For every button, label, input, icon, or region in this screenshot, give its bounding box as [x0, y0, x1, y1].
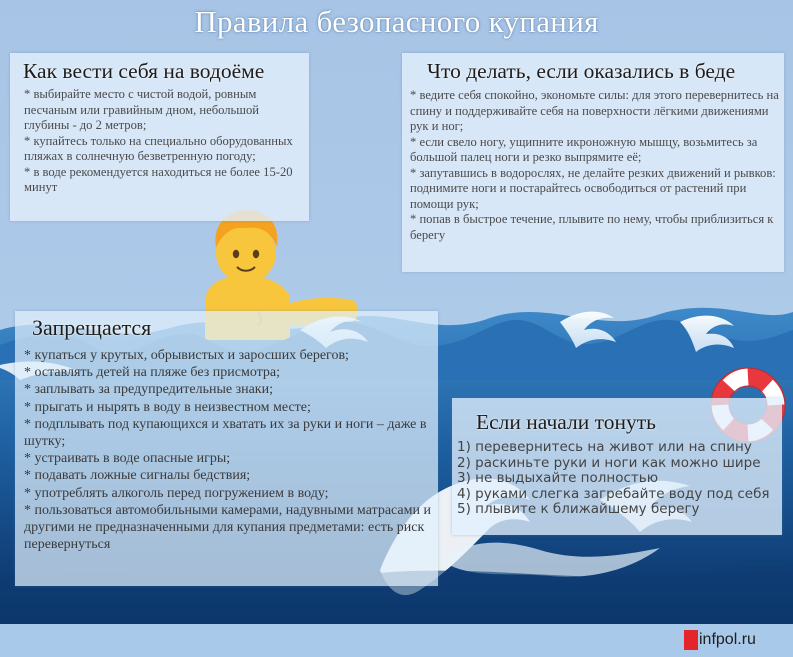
- list-item: * подавать ложные сигналы бедствия;: [24, 468, 251, 484]
- list-item: * если свело ногу, ущипните икроножную мышцу, возьмитесь за большой палец ноги и резко выпрямите её;: [410, 134, 758, 164]
- list-item: * ведите себя спокойно, экономьте силы: для этого перевернитесь на спину и поддерживайте себя на поверхности лёгкими движениями рук и ног;: [410, 88, 779, 133]
- footer-strip: [0, 624, 793, 657]
- list-item: * употреблять алкоголь перед погружением в воду;: [24, 485, 329, 501]
- step-item: 2) раскиньте руки и ноги как можно шире: [457, 454, 761, 471]
- trouble-list: [410, 88, 782, 243]
- infpol-logo-icon: [684, 630, 698, 650]
- forbidden-heading: Запрещается: [32, 315, 152, 340]
- conduct-heading: Как вести себя на водоёме: [23, 59, 265, 83]
- list-item: * прыгать и нырять в воду в неизвестном месте;: [24, 399, 311, 415]
- conduct-panel: [10, 53, 309, 221]
- trouble-heading: Что делать, если оказались в беде: [427, 59, 736, 83]
- drowning-panel: [452, 398, 782, 535]
- list-item: * купаться у крутых, обрывистых и заросших берегов;: [24, 348, 349, 363]
- list-item: * оставлять детей на пляже без присмотра;: [24, 365, 281, 381]
- step-item: 5) плывите к ближайшему берегу: [457, 501, 700, 518]
- brand-logo: [684, 628, 756, 652]
- list-item: * устраивать в воде опасные игры;: [24, 451, 231, 467]
- list-item: * купайтесь только на специально оборудованных пляжах в солнечную безветренную погоду;: [24, 133, 293, 163]
- step-item: 4) руками слегка загребайте воду под себя: [457, 485, 770, 502]
- trouble-panel: [402, 53, 784, 272]
- drowning-steps: [457, 440, 770, 518]
- forbidden-panel: [15, 311, 438, 586]
- drowning-heading: Если начали тонуть: [476, 410, 656, 434]
- list-item: * пользоваться автомобильными камерами, надувными матрасами и другими не предназначенными для купания предметами: есть риск перевернуться: [24, 502, 431, 553]
- list-item: * подплывать под купающихся и хватать их за руки и ноги – даже в шутку;: [24, 416, 427, 450]
- list-item: * в воде рекомендуется находиться не более 15-20 минут: [24, 164, 293, 194]
- list-item: * выбирайте место с чистой водой, ровным песчаным или гравийным дном, небольшой глубины - до 2 метров;: [24, 87, 260, 132]
- brand-site: infpol.ru: [699, 631, 756, 648]
- list-item: * заплывать за предупредительные знаки;: [24, 382, 273, 398]
- step-item: 1) перевернитесь на живот или на спину: [457, 439, 752, 455]
- page-title: Правила безопасного купания: [194, 4, 599, 39]
- step-item: 3) не выдыхайте полностью: [457, 470, 659, 487]
- forbidden-list: [24, 347, 436, 553]
- list-item: * попав в быстрое течение, плывите по нему, чтобы приблизиться к берегу: [410, 212, 774, 242]
- list-item: * запутавшись в водорослях, не делайте резких движений и рывков: поднимите ноги и постарайтесь освободиться от растений при помощи рук;: [410, 165, 776, 211]
- conduct-list: [24, 87, 306, 196]
